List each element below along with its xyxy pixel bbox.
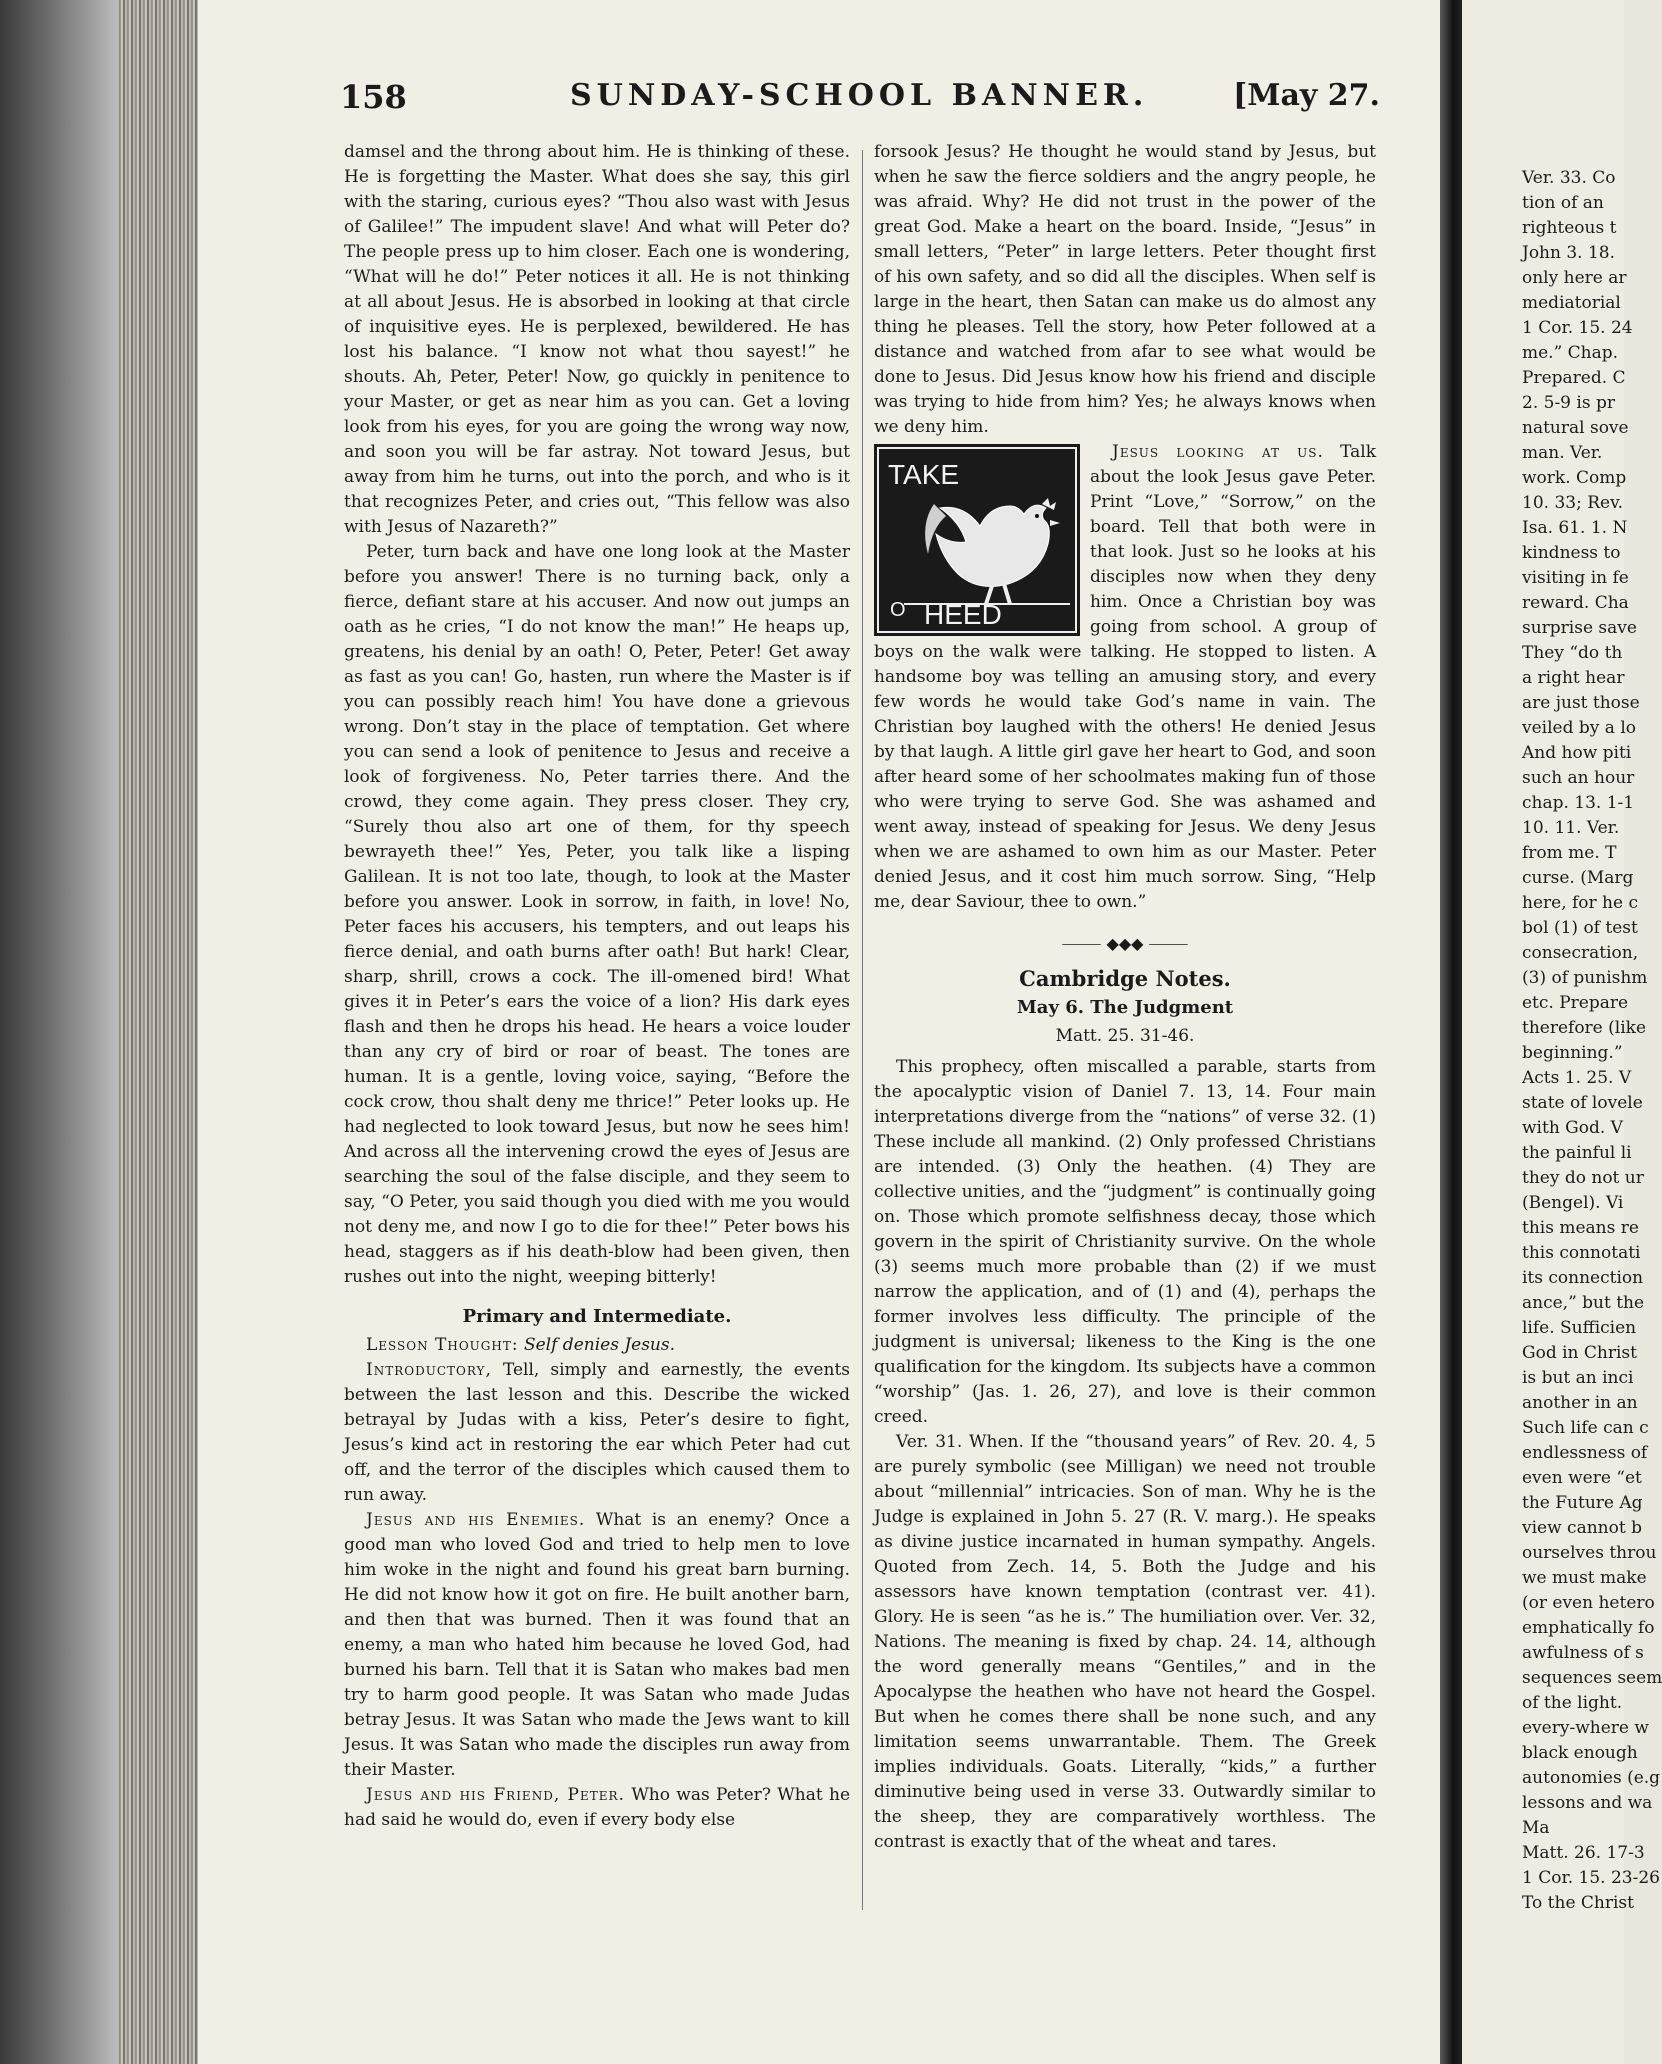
next-page-line: we must make bbox=[1522, 1568, 1647, 1588]
next-page-line: from me. T bbox=[1522, 843, 1617, 863]
next-page-line: Such life can c bbox=[1522, 1418, 1649, 1438]
enemies-text: What is an enemy? Once a good man who loved God and tried to help men to love him woke in the night and found his great barn burning. He did not know how it got on fire. He built another barn, and then that was burned. Then it was found that an enemy, a man who hated him because he loved God, had burned his barn. Tell that it is Satan who makes bad men try to harm good people. It was Satan who made Judas betray Jesus. It was Satan who made the Jews want to kill Jesus. It was Satan who made the disciples run away from their Master. bbox=[344, 1510, 850, 1780]
next-page-line: 2. 5-9 is pr bbox=[1522, 393, 1615, 413]
figure-label-heed: HEED bbox=[924, 599, 1002, 630]
next-page-line: They “do th bbox=[1522, 643, 1623, 663]
next-page-line: consecration, bbox=[1522, 943, 1639, 963]
journal-title: SUNDAY-SCHOOL BANNER. bbox=[570, 78, 1149, 113]
enemies-paragraph bbox=[344, 1508, 850, 1783]
take-heed-rooster-illustration bbox=[874, 444, 1080, 636]
next-page-line: are just those bbox=[1522, 693, 1640, 713]
next-page-line: every-where w bbox=[1522, 1718, 1649, 1738]
next-page-line: endlessness of bbox=[1522, 1443, 1648, 1463]
next-page-line: a right hear bbox=[1522, 668, 1625, 688]
next-page-line: And how piti bbox=[1522, 743, 1632, 763]
next-page-line: etc. Prepare bbox=[1522, 993, 1629, 1013]
figure-label-o: O bbox=[890, 599, 906, 621]
next-page-line: state of lovele bbox=[1522, 1093, 1643, 1113]
right-column bbox=[874, 140, 1376, 1855]
friend-paragraph bbox=[344, 1783, 850, 1833]
lesson-thought bbox=[344, 1333, 850, 1358]
next-page-line: even were “et bbox=[1522, 1468, 1642, 1488]
next-page-line: life. Sufficien bbox=[1522, 1318, 1637, 1338]
next-page-line: To the Christ bbox=[1522, 1893, 1634, 1913]
next-page-line: righteous t bbox=[1522, 218, 1617, 238]
next-page-line: (or even hetero bbox=[1522, 1593, 1655, 1613]
rooster-icon bbox=[874, 444, 1080, 636]
running-header bbox=[340, 78, 1380, 130]
next-page-lines bbox=[1462, 0, 1662, 1916]
scripture-reference: Matt. 25. 31-46. bbox=[1055, 1026, 1195, 1046]
page-edges bbox=[118, 0, 198, 2064]
next-page-line: only here ar bbox=[1522, 268, 1627, 288]
next-page-line: Ver. 33. Co bbox=[1522, 168, 1616, 188]
next-page-line: Ma bbox=[1522, 1818, 1550, 1838]
next-page-line: autonomies (e.g bbox=[1522, 1768, 1661, 1788]
issue-date: [May 27. bbox=[1233, 78, 1380, 113]
intro-text: Tell, simply and earnestly, the events between the last lesson and this. Describe the wicked betrayal by Judas with a kiss, Peter’s desire to fight, Jesus’s kind act in restoring the ear which Peter had cut off, and the terror of the disciples which caused them to run away. bbox=[344, 1360, 851, 1505]
next-page-line: this means re bbox=[1522, 1218, 1639, 1238]
next-page-line: ourselves throu bbox=[1522, 1543, 1657, 1563]
next-page-line: here, for he c bbox=[1522, 893, 1638, 913]
next-page-line: surprise save bbox=[1522, 618, 1637, 638]
next-page-line: natural sove bbox=[1522, 418, 1629, 438]
next-page-line: John 3. 18. bbox=[1522, 243, 1616, 263]
next-page-line: black enough bbox=[1522, 1743, 1638, 1763]
next-page-line: Isa. 61. 1. N bbox=[1522, 518, 1628, 538]
next-page-line: they do not ur bbox=[1522, 1168, 1644, 1188]
next-page-line: therefore (like bbox=[1522, 1018, 1647, 1038]
next-page-line: ance,” but the bbox=[1522, 1293, 1645, 1313]
page-number: 158 bbox=[340, 78, 407, 116]
next-page-line: bol (1) of test bbox=[1522, 918, 1638, 938]
next-page-line: Acts 1. 25. V bbox=[1522, 1068, 1632, 1088]
next-page-line: reward. Cha bbox=[1522, 593, 1629, 613]
next-page-line: kindness to bbox=[1522, 543, 1621, 563]
enemies-label: Jesus and his Enemies. bbox=[366, 1510, 586, 1530]
next-page-line: work. Comp bbox=[1522, 468, 1627, 488]
next-page-line: veiled by a lo bbox=[1522, 718, 1636, 738]
next-page-line: beginning.” bbox=[1522, 1043, 1623, 1063]
next-page-line: 1 Cor. 15. 23-26 bbox=[1522, 1868, 1660, 1888]
next-page-line: the Future Ag bbox=[1522, 1493, 1643, 1513]
next-page-line: this connotati bbox=[1522, 1243, 1641, 1263]
friend-label: Jesus and his Friend, Peter. bbox=[366, 1785, 625, 1805]
lesson-text: Self denies Jesus. bbox=[523, 1335, 676, 1355]
paragraph: forsook Jesus? He thought he would stand by Jesus, but when he saw the fierce soldiers and the angry people, he was afraid. Why? He did not trust in the power of the great God. Make a heart on the board. Inside, “Jesus” in small letters, “Peter” in large letters. Peter thought first of his own safety, and so did all the disciples. When self is large in the heart, then Satan can make us do almost any thing he pleases. Tell the story, how Peter followed at a distance and watched from afar to see what would be done to Jesus. Did Jesus know how his friend and disciple was trying to hide from him? Yes; he always knows when we deny him. bbox=[874, 142, 1376, 437]
left-column bbox=[344, 140, 850, 1833]
next-page-line: God in Christ bbox=[1522, 1343, 1637, 1363]
next-page-line: with God. V bbox=[1522, 1118, 1623, 1138]
paragraph: This prophecy, often miscalled a parable, starts from the apocalyptic vision of Daniel 7. 13, 14. Four main interpretations diverge from the “nations” of verse 32. (1) These include all mankind. (2) Only professed Christians are intended. (3) Only the heathen. (4) They are collective unities, and the “judgment” is continually going on. Those which promote selfishness decay, those which govern in the spirit of Christianity survive. On the whole (3) seems much more probable than (2) if we must narrow the application, and of (1) and (4), perhaps the former involves less difficulty. The principle of the judgment is universal; likeness to the King is the one qualification for the kingdom. Its subjects have a common “worship” (Jas. 1. 26, 27), and love is their common creed. bbox=[874, 1057, 1376, 1427]
next-page-line: chap. 13. 1-1 bbox=[1522, 793, 1635, 813]
book-gutter bbox=[1440, 0, 1462, 2064]
next-page-line: lessons and wa bbox=[1522, 1793, 1653, 1813]
next-page-line: Matt. 26. 17-3 bbox=[1522, 1843, 1645, 1863]
next-page-line: 10. 11. Ver. bbox=[1522, 818, 1620, 838]
next-page-line: curse. (Marg bbox=[1522, 868, 1634, 888]
paragraph: Peter, turn back and have one long look at the Master before you answer! There is no turning back, only a fierce, defiant stare at his accuser. And now out jumps an oath as he cries, “I do not know the man!” He heaps up, greatens, his denial by an oath! O, Peter, Peter! Get away as fast as you can! Go, hasten, run where the Master is if you can possibly reach him! You have done a grievous wrong. Don’t stay in the place of temptation. Get where you can send a look of penitence to Jesus and receive a look of forgiveness. No, Peter tarries there. And the crowd, they come again. They press closer. They cry, “Surely thou also art one of them, for thy speech bewrayeth thee!” Yes, Peter, you talk like a lisping Galilean. It is not too late, though, to look at the Master before you answer. Look in sorrow, in faith, in love! No, Peter faces his accusers, his tempters, and out leaps his fierce denial, and oath burns after oath! But hark! Clear, sharp, shrill, crows a cock. The ill-omened bird! What gives it in Peter’s ears the voice of a lion? His dark eyes flash and then he drops his head. He hears a voice louder than any cry of bird or roar of beast. The tones are human. It is a gentle, loving voice, saying, “Before the cock crow, thou shalt deny me thrice!” Peter looks up. He had neglected to look toward Jesus, but now he sees him! And across all the intervening crowd the eyes of Jesus are searching the soul of the false disciple, and they seem to say, “O Peter, you said though you died with me you would not deny me, and now I go to die for thee!” Peter bows his head, staggers as if his death-blow had been given, then rushes out into the night, weeping bitterly! bbox=[344, 542, 850, 1287]
next-page-line: (Bengel). Vi bbox=[1522, 1193, 1624, 1213]
next-page-line: sequences seem bbox=[1522, 1668, 1662, 1688]
scan-shadow bbox=[0, 0, 118, 2064]
next-page-line: is but an inci bbox=[1522, 1368, 1634, 1388]
lesson-subheading: May 6. The Judgment bbox=[1016, 997, 1234, 1018]
ornamental-divider: ⸻ ◆◆◆ ⸻ bbox=[1061, 934, 1189, 953]
next-page-fragment bbox=[1462, 0, 1662, 2064]
next-page-line: Prepared. C bbox=[1522, 368, 1626, 388]
section-heading-primary: Primary and Intermediate. bbox=[462, 1306, 732, 1327]
next-page-line: tion of an bbox=[1522, 193, 1604, 213]
next-page-line: the painful li bbox=[1522, 1143, 1632, 1163]
next-page-line: awfulness of s bbox=[1522, 1643, 1644, 1663]
next-page-line: 1 Cor. 15. 24 bbox=[1522, 318, 1633, 338]
next-page-line: of the light. bbox=[1522, 1693, 1623, 1713]
section-heading-cambridge: Cambridge Notes. bbox=[1019, 966, 1231, 991]
next-page-line: visiting in fe bbox=[1522, 568, 1629, 588]
next-page-line: another in an bbox=[1522, 1393, 1638, 1413]
next-page-line: its connection bbox=[1522, 1268, 1644, 1288]
friend-text: Who was Peter? What he had said he would do, even if every body else bbox=[344, 1785, 851, 1830]
figure-label-take: TAKE bbox=[888, 459, 960, 490]
next-page-line: mediatorial bbox=[1522, 293, 1621, 313]
lesson-label: Lesson Thought: bbox=[366, 1335, 519, 1355]
introductory bbox=[344, 1358, 850, 1508]
paragraph: Ver. 31. When. If the “thousand years” of Rev. 20. 4, 5 are purely symbolic (see Milligan) we need not trouble about “millennial” intricacies. Son of man. Why he is the Judge is explained in John 5. 27 (R. V. marg.). He speaks as divine justice incarnated in human sympathy. Angels. Quoted from Zech. 14, 5. Both the Judge and his assessors have known temptation (contrast ver. 41). Glory. He is seen “as he is.” The humiliation over. Ver. 32, Nations. The meaning is fixed by chap. 24. 14, although the word generally means “Gentiles,” and in the Apocalypse the heathen who have not heard the Gospel. But when he comes there shall be none such, and any limitation seems unwarrantable. Them. The Greek implies individuals. Goats. Literally, “kids,” a further diminutive being used in verse 33. Outwardly similar to the sheep, they are comparatively worthless. The contrast is exactly that of the wheat and tares. bbox=[874, 1432, 1376, 1852]
paragraph: damsel and the throng about him. He is thinking of these. He is forgetting the Master. What does she say, this girl with the staring, curious eyes? “Thou also wast with Jesus of Galilee!” The impudent slave! And what will Peter do? The people press up to him closer. Each one is wondering, “What will he do!” Peter notices it all. He is not thinking at all about Jesus. He is absorbed in looking at that circle of inquisitive eyes. He is perplexed, bewildered. He has lost his balance. “I know not what thou sayest!” he shouts. Ah, Peter, Peter! Now, go quickly in penitence to your Master, or get as near him as you can. Get a loving look from his eyes, for you are going the wrong way now, and soon you will be far astray. Not toward Jesus, but away from him he turns, out into the porch, and who is it that recognizes Peter, and cries out, “This fellow was also with Jesus of Nazareth?” bbox=[344, 142, 850, 537]
next-page-line: (3) of punishm bbox=[1522, 968, 1648, 988]
next-page-line: man. Ver. bbox=[1522, 443, 1603, 463]
looking-label: Jesus looking at us. bbox=[1112, 442, 1324, 462]
column-rule bbox=[862, 150, 863, 1910]
looking-text: Talk about the look Jesus gave Peter. Print “Love,” “Sorrow,” on the board. Tell that both were in that look. Just so he looks at his disciples now when they deny him. Once a Christian boy was going from school. A group of boys on the walk were talking. He stopped to listen. A handsome boy was telling an amusing story, and every few words he would take God’s name in vain. The Christian boy laughed with the others! He denied Jesus by that laugh. A little girl gave her heart to God, and soon after heard some of her schoolmates making fun of those who were trying to serve God. She was ashamed and went away, instead of speaking for Jesus. We deny Jesus when we are ashamed to own him as our Master. Peter denied Jesus, and it cost him much sorrow. Sing, “Help me, dear Saviour, thee to own.” bbox=[874, 442, 1377, 912]
intro-label: Introductory, bbox=[366, 1360, 492, 1380]
next-page-line: me.” Chap. bbox=[1522, 343, 1619, 363]
next-page-line: emphatically fo bbox=[1522, 1618, 1655, 1638]
next-page-line: 10. 33; Rev. bbox=[1522, 493, 1624, 513]
next-page-line: such an hour bbox=[1522, 768, 1635, 788]
next-page-line: view cannot b bbox=[1522, 1518, 1642, 1538]
